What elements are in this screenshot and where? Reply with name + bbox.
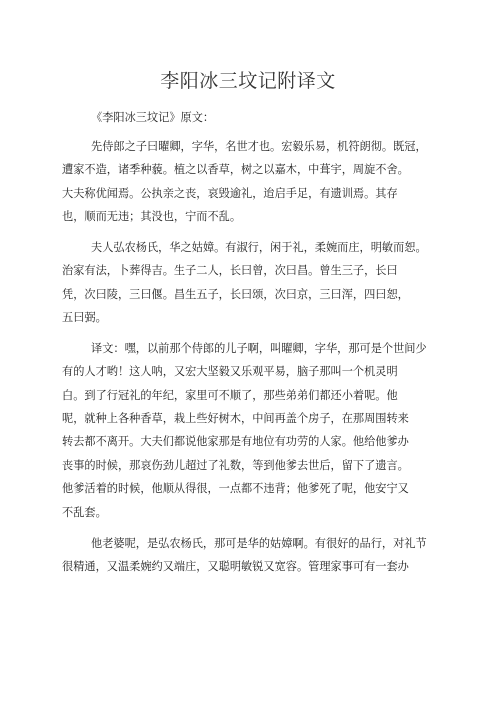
paragraph-3-line-7: 他爹活着的时候，他顺从得很，一点都不违背；他爹死了呢，他安宁又	[62, 482, 409, 495]
paragraph-2-line-1: 夫人弘农杨氏，华之姑嫜。有淑行，闲于礼，柔婉而庄，明敏而恕。	[91, 241, 427, 254]
paragraph-3-line-6: 丧事的时候，那哀伤劲儿超过了礼数，等到他爹去世后，留下了遗言。	[62, 459, 409, 472]
paragraph-1-line-1: 先侍郎之子曰曜卿，字华，名世才也。宏毅乐易，机符朗彻。既冠，	[91, 140, 427, 153]
paragraph-1-line-4: 也，顺而无违；其没也，宁而不乱。	[62, 210, 242, 223]
paragraph-2-line-2: 治家有法，卜葬得吉。生子二人，长曰曾，次曰昌。曾生三子，长曰	[62, 264, 398, 277]
document-title: 李阳冰三坟记附译文	[160, 70, 336, 92]
paragraph-3-line-5: 转去都不离开。大夫们都说他家那是有地位有功劳的人家。他给他爹办	[62, 435, 409, 448]
paragraph-3-line-2: 有的人才哟！这人呐，又宏大坚毅又乐观平易，脑子那叫一个机灵明	[62, 365, 398, 378]
paragraph-3-line-3: 白。到了行冠礼的年纪，家里可不顺了，那些弟弟们都还小着呢。他	[62, 389, 398, 402]
paragraph-1-line-2: 遭家不造，诸季种藐。植之以香草，树之以嘉木，中葺宇，周旋不舍。	[62, 163, 409, 176]
paragraph-1-line-3: 大夫称优闻焉。公执亲之丧，哀毁逾礼，迨启手足，有遗训焉。其存	[62, 187, 398, 200]
paragraph-4-line-1: 他老婆呢，是弘农杨氏，那可是华的姑嫜啊。有很好的品行，对礼节	[91, 537, 427, 550]
paragraph-4-line-2: 很精通，又温柔婉约又端庄，又聪明敏锐又宽容。管理家事可有一套办	[62, 560, 409, 573]
paragraph-2-line-4: 五曰弼。	[62, 311, 107, 324]
intro-line: 《李阳冰三坟记》原文：	[91, 111, 215, 124]
paragraph-3-line-8: 不乱套。	[62, 506, 107, 519]
paragraph-2-line-3: 凭，次曰陵，三曰偃。昌生五子，长曰颂，次曰京，三曰浑，四曰恕，	[62, 288, 409, 301]
paragraph-3-line-1: 译文：嘿，以前那个侍郎的儿子啊，叫曜卿，字华，那可是个世间少	[91, 342, 427, 355]
paragraph-3-line-4: 呢，就种上各种香草，栽上些好树木，中间再盖个房子，在那周围转来	[62, 412, 409, 425]
